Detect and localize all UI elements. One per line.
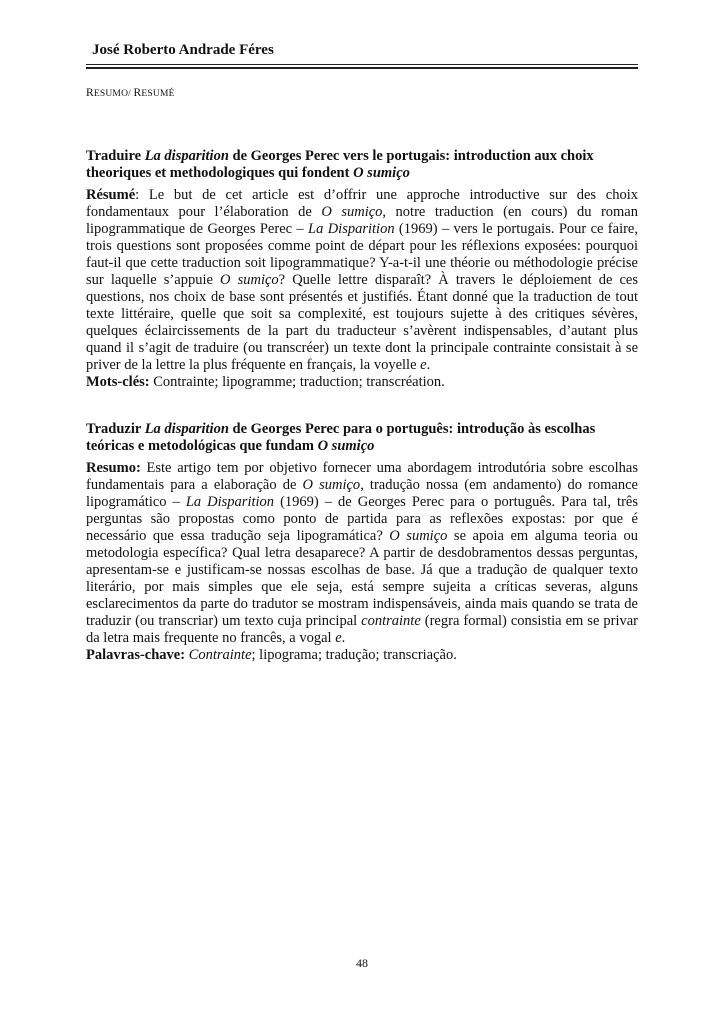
- section-label-part: ESUMÉ: [141, 89, 175, 99]
- keywords-label: Palavras-chave:: [86, 647, 186, 663]
- title-text: de Georges Perec para o português: introdução às escolhas teóricas e metodológicas que fundam: [86, 421, 596, 454]
- abstract-text: .: [341, 630, 346, 646]
- title-italic: O sumiço: [317, 438, 375, 454]
- title-text: de Georges Perec vers le portugais: introduction aux choix theoriques et methodologiques qui fondent: [86, 148, 594, 181]
- french-keywords: [86, 374, 638, 391]
- french-abstract: [86, 187, 638, 374]
- portuguese-abstract: [86, 460, 638, 647]
- abstract-text: .: [426, 357, 431, 373]
- title-text: Traduzir: [86, 421, 145, 437]
- main-content: [86, 148, 638, 664]
- abstract-text: se apoia em alguma teoria ou metodologia específica? Qual letra desaparece? A partir de desdobramentos dessas perguntas, apresentam-se e justificam-se nossas escolhas de base. Já que a tradução de qualquer texto literário, por mais simples que ele seja, está sempre sujeita a críticas severas, alguns esclarecimentos da parte do tradutor se mostram indispensáveis, ainda mais quando se trata de traduzir (ou transcriar) um texto cuja principal: [86, 528, 638, 629]
- abstract-text: , notre traduction (en cours) du roman lipogrammatique de Georges Perec –: [86, 204, 638, 237]
- abstract-text: (1969) – de Georges Perec para o português. Para tal, três perguntas são propostas como ponto de partida para as reflexões expostas: por que é necessário que essa tradução seja lipogramática?: [86, 494, 638, 544]
- abstract-italic: e: [420, 357, 427, 373]
- header-rule-thin: [86, 64, 638, 65]
- abstract-text: : Le but de cet article est d’offrir une approche introductive sur des choix fondamentaux pour l’élaboration de: [86, 187, 638, 220]
- french-title: [86, 148, 638, 182]
- keywords-italic: Contrainte: [188, 647, 252, 663]
- title-italic: O sumiço: [353, 165, 410, 181]
- abstract-italic: La Disparition: [308, 221, 395, 237]
- section-label-part: R: [86, 87, 94, 99]
- abstract-text: (regra formal) consistia em se privar da letra mais frequente no francês, a vogal: [86, 613, 638, 646]
- page-number: 48: [356, 956, 368, 970]
- keywords-label: Mots-clés:: [86, 374, 150, 390]
- title-italic: La disparition: [144, 421, 229, 437]
- abstract-italic: O sumiço: [321, 204, 383, 220]
- section-spacer: [86, 391, 638, 421]
- abstract-text: , tradução nossa (em andamento) do romance lipogramático –: [86, 477, 638, 510]
- abstract-italic: e: [335, 630, 342, 646]
- abstract-italic: contrainte: [361, 613, 421, 629]
- abstract-text: (1969) – vers le portugais. Pour ce faire, trois questions sont proposées comme point de départ pour les réflexions exposées: pourquoi faut-il que cette traduction soit lipogrammatique? Y-a-t-il une théorie ou méthodologie précise sur laquelle s’appuie: [86, 221, 638, 288]
- abstract-italic: O sumiço: [302, 477, 361, 493]
- portuguese-title: [86, 421, 638, 455]
- section-label-part: ESUMO/: [93, 89, 134, 99]
- section-label: [86, 87, 175, 99]
- section-label-part: R: [133, 87, 142, 99]
- keywords-text: Contrainte; lipogramme; traduction; transcréation.: [149, 374, 445, 390]
- abstract-italic: O sumiço: [389, 528, 448, 544]
- abstract-italic: La Disparition: [185, 494, 275, 510]
- abstract-text: Este artigo tem por objetivo fornecer uma abordagem introdutória sobre escolhas fundamentais para a elaboração de: [86, 460, 638, 493]
- title-italic: La disparition: [144, 148, 229, 164]
- title-text: Traduire: [86, 148, 145, 164]
- abstract-italic: O sumiço: [220, 272, 279, 288]
- running-header-author: José Roberto Andrade Féres: [92, 42, 274, 58]
- abstract-label: Resumo:: [86, 460, 141, 476]
- header-rule-thick: [86, 67, 638, 69]
- keywords-text: ; lipograma; tradução; transcriação.: [251, 647, 457, 663]
- abstract-label: Résumé: [86, 187, 136, 203]
- portuguese-keywords: [86, 647, 638, 664]
- abstract-text: ? Quelle lettre disparaît? À travers le déploiement de ces questions, nos choix de base sont présentés et justifiés. Étant donné que la traduction de tout texte littéraire, quelle que soit sa complexité, est toujours sujette à des critiques sévères, quelques éclaircissements de la part du traducteur s’avèrent indispensables, d’autant plus quand il s’agit de traduire (ou transcréer) un texte dont la principale contrainte consistait à se priver de la lettre la plus fréquente en français, la voyelle: [86, 272, 638, 373]
